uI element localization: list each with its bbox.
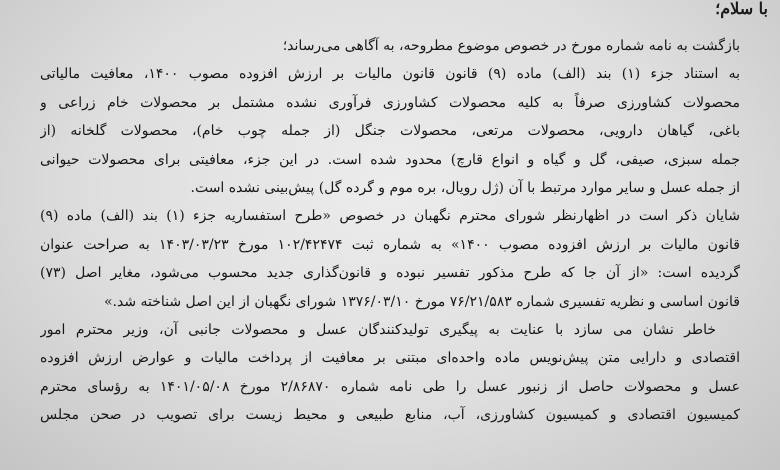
text-line-12: اقتصادی و دارایی متن پیش‌نویس ماده واحده‌ای مبتنی بر معافیت از پرداخت مالیات و عوارض ارزش افزوده [40, 350, 740, 367]
letter-body [40, 32, 740, 429]
text-line-10: قانون اساسی و نظریه تفسیری شماره ۷۶/۲۱/۵۸۳ مورخ ۱۳۷۶/۰۳/۱۰ شورای نگهبان از این اصل شناخته شد.» [103, 293, 740, 310]
text-line-13: عسل و محصولات حاصل از زنبور عسل را طی نامه شماره ۲/۸۶۸۷۰ مورخ ۱۴۰۱/۰۵/۰۸ به رؤسای محترم [40, 378, 740, 395]
reference-text: بازگشت به نامه شماره مورخ در خصوص موضوع مطروحه، به آگاهی می‌رساند؛ [282, 38, 740, 54]
text-line-11: خاطر نشان می سازد با عنایت به پیگیری تولیدکنندگان عسل و محصولات جانبی آن، وزیر محترم امور [40, 321, 716, 338]
salutation: با سلام؛ [715, 0, 768, 18]
text-line-14: کمیسیون اقتصادی و کمیسیون کشاورزی، آب، منابع طبیعی و محیط زیست برای تصویب در صحن مجلس [40, 407, 740, 424]
text-line-8: قانون مالیات بر ارزش افزوده مصوب ۱۴۰۰» به شماره ثبت ۱۰۲/۴۲۴۷۴ مورخ ۱۴۰۳/۰۳/۲۳ به صراحت عنوان [40, 236, 740, 253]
text-line-2: به استناد جزء (۱) بند (الف) ماده (۹) قانون قانون مالیات بر ارزش افزوده مصوب ۱۴۰۰، معافیت مالیاتی [40, 66, 740, 83]
text-line-9: گردیده است: «از آن جا که طرح مذکور تفسیر نبوده و قانون‌گذاری جدید محسوب می‌شود، مغایر اصل (۷۳) [40, 265, 740, 282]
text-line-1 [40, 32, 740, 60]
text-line-3: محصولات کشاورزی صرفاً به کلیه محصولات کشاورزی فرآوری نشده مشتمل بر محصولات خام زراعی و [40, 94, 740, 111]
text-line-6: از جمله عسل و سایر موارد مرتبط با آن (ژل رویال، بره موم و گرده گل) پیش‌بینی نشده است. [190, 179, 740, 196]
text-line-4: باغی، گیاهان دارویی، محصولات مرتعی، محصولات جنگل (از جمله چوب خام)، محصولات گلخانه (از [40, 123, 740, 140]
text-line-7: شایان ذکر است در اظهارنظر شورای محترم نگهبان در خصوص «طرح استفساریه جزء (۱) بند (الف) ماده (۹) [40, 208, 740, 225]
text-line-5: جمله سبزی، صیفی، گل و گیاه و انواع قارچ) محدود شده است. در این جزء، معافیتی برای محصولات حیوانی [40, 151, 740, 168]
